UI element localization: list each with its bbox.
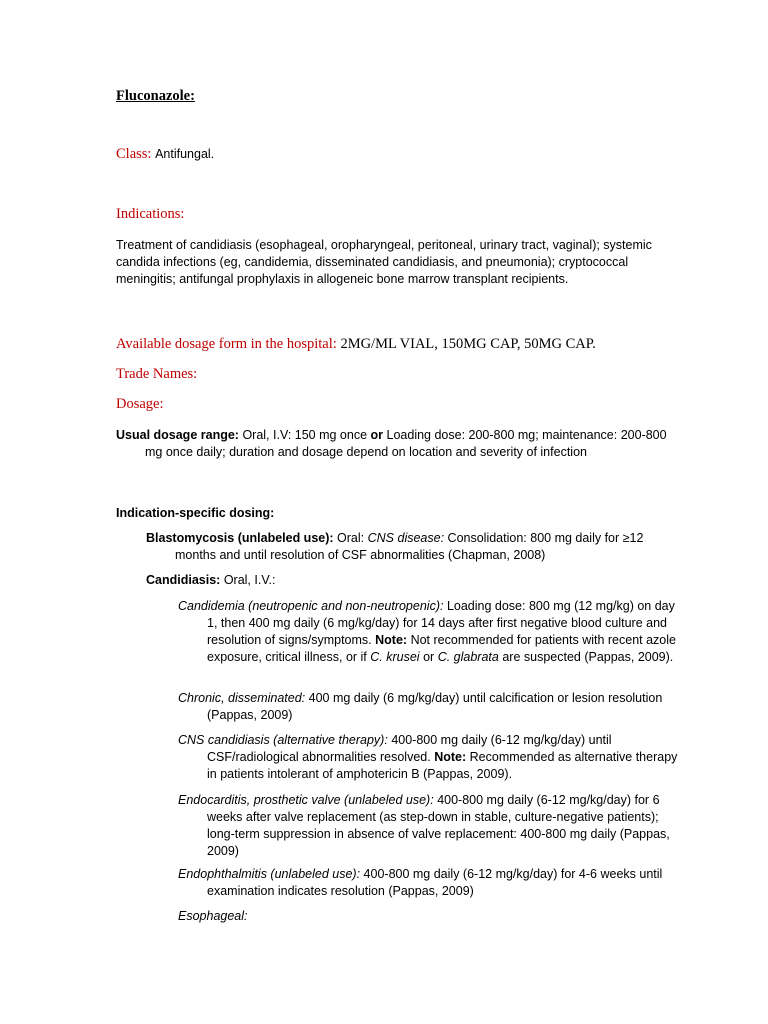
esophageal-label: Esophageal: [178, 909, 248, 923]
blastomycosis-route: Oral: [337, 531, 365, 545]
chronic-text: 400 mg daily (6 mg/kg/day) until calcification or lesion resolution (Pappas, 2009) [207, 691, 663, 722]
cns-note: Note: [434, 750, 467, 764]
indications-heading: Indications: [116, 206, 185, 222]
indications-text: Treatment of candidiasis (esophageal, oropharyngeal, peritoneal, urinary tract, vaginal); systemic candida infections (eg, candidemia, disseminated candidiasis, and pneumonia); cryptococcal meningitis; antifungal prophylaxis in allogeneic bone marrow transplant recipients. [116, 238, 652, 286]
class-label: Class [116, 146, 148, 162]
class-value: Antifungal. [155, 147, 215, 161]
endocarditis-text: 400-800 mg daily (6-12 mg/kg/day) for 6 weeks after valve replacement (as step-down in stable, culture-negative patients); long-term suppression in absence of valve replacement: 400-800 mg daily (Pappas, 2009) [207, 793, 670, 858]
dosage-heading: Dosage: [116, 396, 164, 412]
cns-label: CNS candidiasis (alternative therapy): [178, 733, 388, 747]
available-line [116, 336, 596, 353]
cns-text1: 400-800 mg daily (6-12 mg/kg/day) until CSF/radiological abnormalities resolved. [207, 733, 612, 764]
class-line: Class: Antifungal. [116, 146, 215, 162]
blastomycosis-label: Blastomycosis (unlabeled use): [146, 531, 334, 545]
drug-title: Fluconazole: [116, 88, 195, 104]
candidemia-label: Candidemia (neutropenic and non-neutropenic): [178, 599, 444, 613]
candidemia-species1: C. krusei [370, 650, 420, 664]
trade-names-label: Trade Names: [116, 366, 198, 382]
usual-dosage-text2: Loading dose: 200-800 mg; maintenance: 200-800 mg once daily; duration and dosage depend on location and severity of infection [145, 428, 667, 459]
endocarditis-label: Endocarditis, prosthetic valve (unlabeled use): [178, 793, 434, 807]
blastomycosis-text: Consolidation: 800 mg daily for ≥12 months and until resolution of CSF abnormalities (Chapman, 2008) [175, 531, 644, 562]
candidiasis-label: Candidiasis: [146, 573, 221, 587]
chronic-para [178, 690, 685, 724]
usual-dosage-para [116, 427, 675, 461]
endophthalmitis-para [178, 866, 685, 900]
candidemia-para [178, 598, 685, 666]
candidemia-text2: Not recommended for patients with recent azole exposure, critical illness, or if [207, 633, 676, 664]
indication-specific-heading: Indication-specific dosing: [116, 506, 275, 520]
candidemia-or: or [423, 650, 435, 664]
blastomycosis-para [146, 530, 685, 564]
usual-dosage-label: Usual dosage range: [116, 428, 239, 442]
candidemia-text3: are suspected (Pappas, 2009). [502, 650, 674, 664]
esophageal-para [178, 908, 656, 925]
candidemia-species2: C. glabrata [437, 650, 499, 664]
usual-dosage-text1: Oral, I.V: 150 mg once [242, 428, 368, 442]
endophthalmitis-label: Endophthalmitis (unlabeled use): [178, 867, 361, 881]
available-label: Available dosage form in the hospital: [116, 336, 337, 352]
candidemia-note: Note: [375, 633, 408, 647]
chronic-label: Chronic, disseminated: [178, 691, 306, 705]
endocarditis-para [178, 792, 685, 860]
blastomycosis-sub: CNS disease: [367, 531, 445, 545]
available-value: 2MG/ML VIAL, 150MG CAP, 50MG CAP. [340, 336, 596, 352]
cns-text2: Recommended as alternative therapy in patients intolerant of amphotericin B (Pappas, 2009). [207, 750, 678, 781]
candidemia-text1: Loading dose: 800 mg (12 mg/kg) on day 1, then 400 mg daily (6 mg/kg/day) for 14 days after first negative blood culture and resolution of signs/symptoms. [207, 599, 675, 647]
usual-dosage-or: or [370, 428, 384, 442]
candidiasis-para [146, 572, 656, 589]
cns-para [178, 732, 685, 783]
candidiasis-route: Oral, I.V.: [223, 573, 276, 587]
endophthalmitis-text: 400-800 mg daily (6-12 mg/kg/day) for 4-6 weeks until examination indicates resolution (Pappas, 2009) [207, 867, 663, 898]
